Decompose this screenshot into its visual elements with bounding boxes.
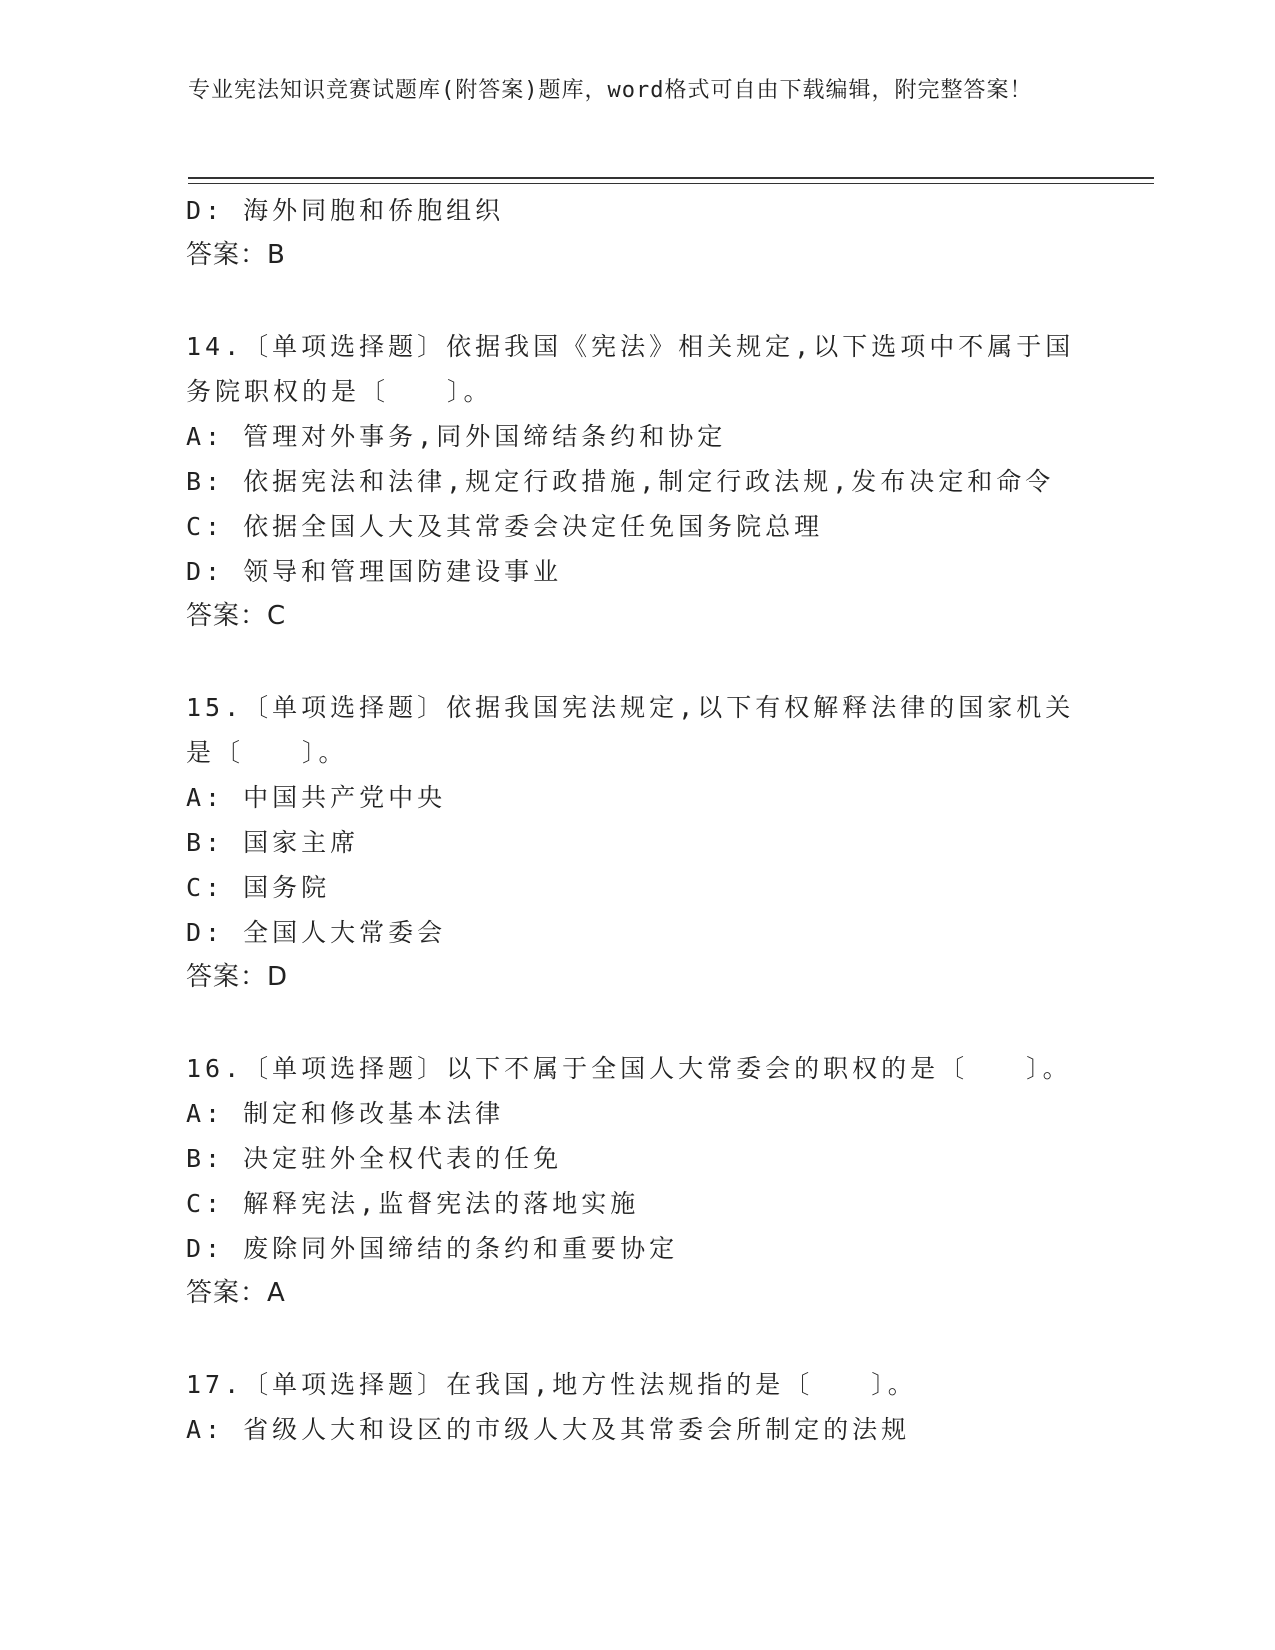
option-b: B: 国家主席 [186, 828, 360, 857]
option-a: A: 中国共产党中央 [186, 783, 447, 812]
header-divider-thick [188, 177, 1154, 179]
option-d: D: 海外同胞和侨胞组织 [186, 196, 505, 225]
answer-line: 答案：B [186, 240, 286, 270]
answer-line: 答案：C [186, 601, 287, 631]
question-stem: 15.〔单项选择题〕依据我国宪法规定,以下有权解释法律的国家机关 [186, 693, 1075, 722]
question-14 [186, 324, 1086, 639]
option-a: A: 管理对外事务,同外国缔结条约和协定 [186, 422, 727, 451]
option-d: D: 废除同外国缔结的条约和重要协定 [186, 1234, 679, 1263]
question-stem: 务院职权的是〔 〕。 [186, 377, 493, 406]
question-15 [186, 685, 1086, 1000]
option-a: A: 省级人大和设区的市级人大及其常委会所制定的法规 [186, 1415, 911, 1444]
previous-question-fragment [186, 188, 1086, 278]
answer-line: 答案：A [186, 1278, 286, 1308]
option-b: B: 决定驻外全权代表的任免 [186, 1144, 563, 1173]
question-stem: 14.〔单项选择题〕依据我国《宪法》相关规定,以下选项中不属于国 [186, 332, 1075, 361]
option-c: C: 国务院 [186, 873, 331, 902]
option-b: B: 依据宪法和法律,规定行政措施,制定行政法规,发布决定和命令 [186, 467, 1055, 496]
option-d: D: 领导和管理国防建设事业 [186, 557, 563, 586]
option-a: A: 制定和修改基本法律 [186, 1099, 505, 1128]
option-c: C: 依据全国人大及其常委会决定任免国务院总理 [186, 512, 824, 541]
option-c: C: 解释宪法,监督宪法的落地实施 [186, 1189, 640, 1218]
option-d: D: 全国人大常委会 [186, 918, 447, 947]
document-body [186, 188, 1086, 1452]
question-17 [186, 1362, 1086, 1452]
question-stem: 16.〔单项选择题〕以下不属于全国人大常委会的职权的是〔 〕。 [186, 1054, 1072, 1083]
question-stem: 17.〔单项选择题〕在我国,地方性法规指的是〔 〕。 [186, 1370, 917, 1399]
question-stem: 是〔 〕。 [186, 738, 348, 767]
header-divider-thin [188, 183, 1154, 184]
page-header: 专业宪法知识竞赛试题库(附答案)题库，word格式可自由下载编辑，附完整答案！ [188, 78, 1033, 103]
question-16 [186, 1046, 1086, 1316]
answer-line: 答案：D [186, 962, 289, 992]
